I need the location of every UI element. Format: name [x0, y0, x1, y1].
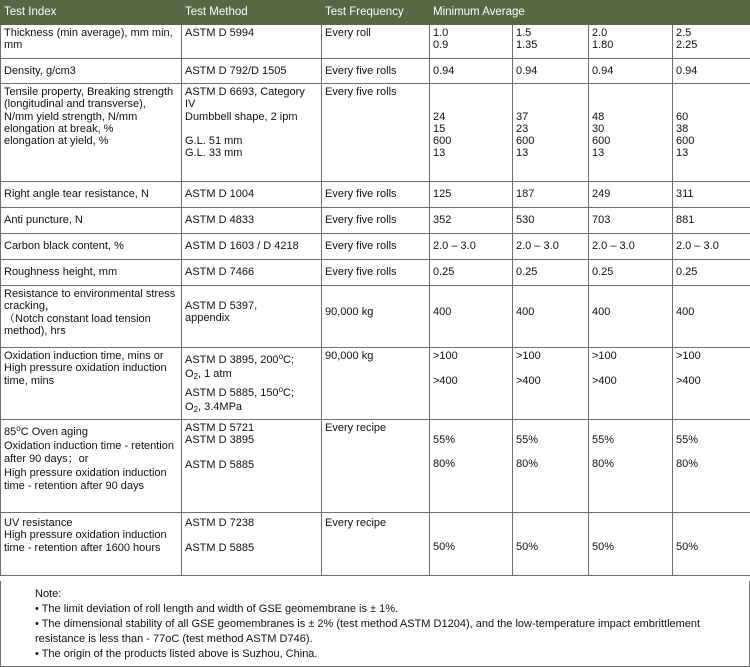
cell-frequency: 90,000 kg	[322, 286, 430, 348]
table-row-uv-resistance	[1, 513, 750, 576]
cell-value: 187	[513, 182, 589, 208]
value-line: 13	[433, 147, 446, 160]
value-line: 2.25	[676, 39, 698, 52]
header-test-frequency: Test Frequency	[322, 1, 430, 25]
table-row-tensile	[1, 84, 750, 182]
value-line: 15	[433, 122, 446, 135]
value-line: 55%	[676, 434, 699, 446]
value-line: 1.5	[516, 27, 532, 39]
value-line: 1.0	[433, 27, 449, 39]
header-minimum-average: Minimum Average	[430, 1, 750, 25]
header-test-method: Test Method	[182, 1, 322, 25]
cell-value: 2.0 – 3.0	[430, 234, 513, 260]
method-line: ASTM D 3895, 200$^o$C;	[185, 352, 295, 366]
value-line: >100	[676, 350, 701, 362]
cell-index	[1, 25, 182, 59]
index-line: UV resistance	[4, 517, 73, 529]
index-line: elongation at yield, %	[4, 135, 109, 148]
cell-index: Carbon black content, %	[1, 234, 182, 260]
cell-value	[513, 348, 589, 420]
header-test-index: Test Index	[1, 1, 182, 25]
cell-frequency: Every recipe	[322, 420, 430, 513]
cell-method: ASTM D 4833	[182, 208, 322, 234]
table-row-roughness	[1, 260, 750, 286]
cell-method: ASTM D 5994	[182, 25, 322, 59]
value-line: 55%	[433, 434, 456, 446]
cell-frequency: Every five rolls	[322, 84, 430, 182]
cell-value	[673, 348, 750, 420]
value-line: 30	[592, 122, 605, 135]
cell-value	[513, 420, 589, 513]
cell-value	[430, 25, 513, 59]
cell-index	[1, 420, 182, 513]
cell-frequency: Every roll	[322, 25, 430, 59]
value-line: 80%	[592, 458, 615, 471]
cell-frequency: Every five rolls	[322, 208, 430, 234]
table-row-oven-aging	[1, 420, 750, 513]
cell-value: 2.0 – 3.0	[513, 234, 589, 260]
value-line: 80%	[516, 458, 539, 471]
index-line: Resistance to environmental stress	[4, 288, 176, 300]
value-line: 55%	[516, 434, 539, 446]
method-line: ASTM D 3895	[185, 434, 255, 447]
value-line: 1.35	[516, 39, 538, 52]
cell-frequency: Every five rolls	[322, 234, 430, 260]
cell-index: Right angle tear resistance, N	[1, 182, 182, 208]
method-line: G.L. 51 mm	[185, 135, 243, 148]
index-line: after 90 days；or	[4, 453, 89, 466]
method-line: ASTM D 5721	[185, 422, 255, 434]
cell-value	[673, 25, 750, 59]
value-line: 600	[592, 135, 611, 148]
table-row-tear	[1, 182, 750, 208]
cell-value: 352	[430, 208, 513, 234]
cell-value	[589, 25, 673, 59]
cell-value: 703	[589, 208, 673, 234]
method-line: appendix	[185, 312, 230, 325]
value-line: 13	[516, 147, 529, 160]
index-line: time - retention after 90 days	[4, 480, 145, 493]
cell-value: 2.0 – 3.0	[589, 234, 673, 260]
value-line: 1.80	[592, 39, 614, 52]
index-line: time, mins	[4, 374, 55, 387]
value-line: 600	[516, 135, 535, 148]
cell-value: 249	[589, 182, 673, 208]
cell-index	[1, 286, 182, 348]
cell-index	[1, 513, 182, 576]
value-line: 0.9	[433, 39, 449, 52]
cell-index: Roughness height, mm	[1, 260, 182, 286]
method-line: G.L. 33 mm	[185, 147, 243, 160]
value-line: >400	[516, 375, 541, 388]
value-line: >400	[676, 375, 701, 388]
index-line: cracking，	[4, 300, 56, 313]
value-line: 13	[676, 147, 689, 160]
cell-value	[430, 84, 513, 182]
cell-value: 2.0 – 3.0	[673, 234, 750, 260]
cell-method	[182, 84, 322, 182]
index-line: Thickness (min average), mm min,	[4, 27, 173, 39]
index-line: 85$^o$C Oven aging	[4, 424, 88, 438]
cell-method: ASTM D 1004	[182, 182, 322, 208]
cell-value	[430, 420, 513, 513]
cell-method: ASTM D 1603 / D 4218	[182, 234, 322, 260]
cell-frequency: Every five rolls	[322, 260, 430, 286]
cell-value: 0.94	[589, 59, 673, 84]
value-line: >400	[433, 375, 458, 388]
value-line: 24	[433, 110, 446, 123]
method-line: ASTM D 5885	[185, 541, 255, 554]
cell-value	[673, 84, 750, 182]
cell-index	[1, 348, 182, 420]
cell-value: 50%	[513, 513, 589, 576]
cell-value: 311	[673, 182, 750, 208]
note-item: • The dimensional stability of all GSE geomembranes is ± 2% (test method ASTM D1204), and the low-temperature impact embrittlement resistance is less than - 77oC (test method ASTM D746).	[35, 618, 701, 645]
value-line: 23	[516, 122, 529, 135]
index-line: Oxidation induction time, mins or	[4, 350, 164, 362]
method-line: $O_2$, 1 atm	[185, 367, 232, 381]
value-line: 80%	[433, 458, 456, 471]
index-line: （Notch constant load tension	[4, 312, 151, 325]
value-line: 2.0	[592, 27, 608, 39]
cell-value: 400	[589, 286, 673, 348]
table-header-row	[1, 1, 750, 25]
note-item: • The origin of the products listed above is Suzhou, China.	[35, 648, 318, 660]
table-row-stress-cracking	[1, 286, 750, 348]
cell-value: 0.25	[513, 260, 589, 286]
value-line: 60	[676, 110, 689, 123]
index-line: elongation at break, %	[4, 122, 114, 135]
value-line: 80%	[676, 458, 699, 471]
index-line: Tensile property, Breaking strength	[4, 86, 174, 98]
value-line: 55%	[592, 434, 615, 446]
method-line: $O_2$, 3.4MPa	[185, 400, 243, 414]
method-line: ASTM D 5397,	[185, 300, 258, 312]
value-line: >100	[433, 350, 458, 362]
notes-title: Note:	[35, 588, 62, 600]
value-line: >100	[516, 350, 541, 362]
cell-value: 50%	[673, 513, 750, 576]
index-line: mm	[4, 39, 23, 52]
cell-value	[673, 420, 750, 513]
value-line: 600	[433, 135, 452, 148]
cell-method	[182, 420, 322, 513]
table-row-thickness	[1, 25, 750, 59]
method-line: ASTM D 5885	[185, 458, 255, 471]
table-row-oxidation	[1, 348, 750, 420]
cell-value: 400	[673, 286, 750, 348]
method-line: ASTM D 5885, 150$^o$C;	[185, 385, 295, 400]
cell-frequency: 90,000 kg	[322, 348, 430, 420]
table-row-puncture	[1, 208, 750, 234]
cell-value: 0.94	[430, 59, 513, 84]
value-line: 13	[592, 147, 605, 160]
method-line: ASTM D 7238	[185, 517, 255, 529]
index-line: High pressure oxidation induction	[4, 466, 167, 479]
cell-value	[589, 84, 673, 182]
cell-value: 0.25	[673, 260, 750, 286]
cell-value: 50%	[430, 513, 513, 576]
index-line: N/mm yield strength, N/mm	[4, 110, 138, 123]
index-line: High pressure oxidation induction	[4, 529, 167, 542]
cell-value	[589, 348, 673, 420]
cell-value: 400	[513, 286, 589, 348]
cell-value: 400	[430, 286, 513, 348]
method-line: ASTM D 6693, Category	[185, 86, 305, 98]
cell-value: 125	[430, 182, 513, 208]
cell-method: ASTM D 792/D 1505	[182, 59, 322, 84]
cell-frequency: Every five rolls	[322, 59, 430, 84]
table-row-carbon-black	[1, 234, 750, 260]
cell-frequency: Every five rolls	[322, 182, 430, 208]
value-line: >100	[592, 350, 617, 362]
cell-value: 881	[673, 208, 750, 234]
cell-frequency: Every recipe	[322, 513, 430, 576]
cell-method	[182, 348, 322, 420]
method-line: Dumbbell shape, 2 ipm	[185, 110, 298, 123]
index-line: High pressure oxidation induction	[4, 362, 167, 375]
value-line: 38	[676, 122, 689, 135]
method-line: IV	[185, 98, 196, 111]
cell-method	[182, 513, 322, 576]
cell-value: 530	[513, 208, 589, 234]
value-line: 600	[676, 135, 695, 148]
table-row-density	[1, 59, 750, 84]
index-line: time - retention after 1600 hours	[4, 541, 161, 554]
cell-value: 0.25	[589, 260, 673, 286]
cell-index	[1, 84, 182, 182]
value-line: 2.5	[676, 27, 692, 39]
cell-method: ASTM D 7466	[182, 260, 322, 286]
cell-value	[589, 420, 673, 513]
notes-section	[0, 581, 750, 667]
cell-value	[513, 25, 589, 59]
cell-method	[182, 286, 322, 348]
cell-value: 0.94	[673, 59, 750, 84]
cell-value: 0.94	[513, 59, 589, 84]
value-line: 37	[516, 110, 529, 123]
value-line: >400	[592, 375, 617, 388]
index-line: (longitudinal and transverse),	[4, 98, 146, 111]
cell-value: 50%	[589, 513, 673, 576]
cell-value: 0.25	[430, 260, 513, 286]
cell-value	[430, 348, 513, 420]
index-line: Oxidation induction time - retention	[4, 439, 174, 452]
cell-index: Density, g/cm3	[1, 59, 182, 84]
value-line: 48	[592, 110, 605, 123]
index-line: method), hrs	[4, 324, 66, 337]
cell-index: Anti puncture, N	[1, 208, 182, 234]
cell-value	[513, 84, 589, 182]
note-item: • The limit deviation of roll length and width of GSE geomembrane is ± 1%.	[35, 603, 399, 615]
